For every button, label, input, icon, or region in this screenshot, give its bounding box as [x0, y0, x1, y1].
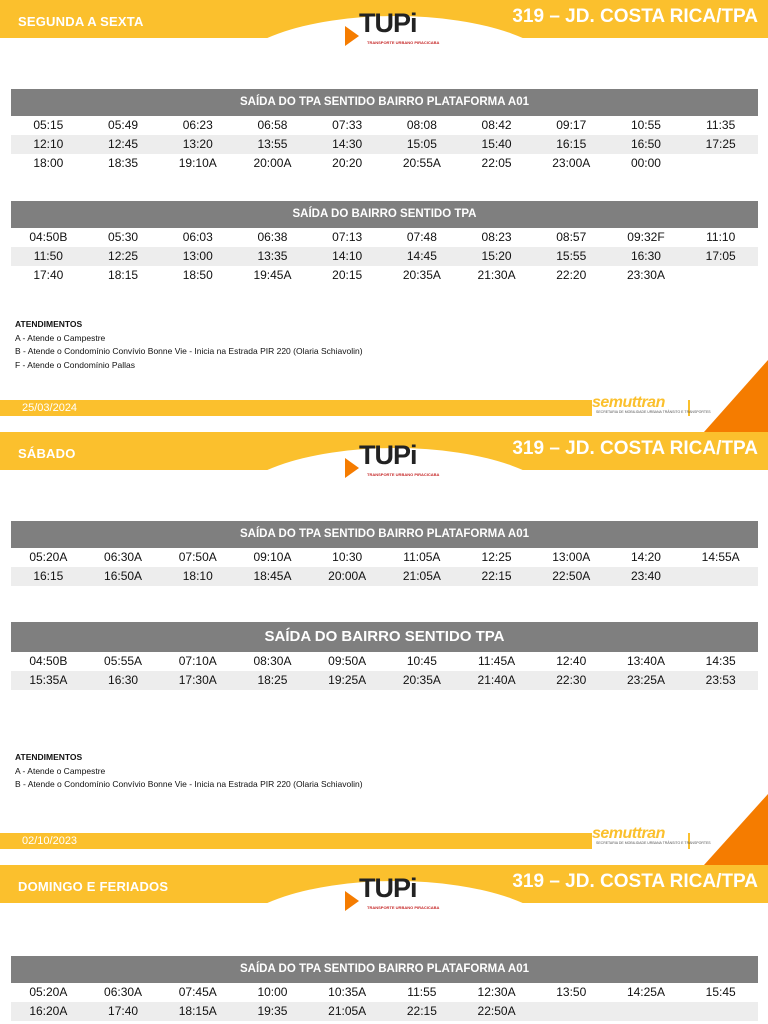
time-cell: 21:05A [328, 1004, 367, 1018]
time-cell: 05:20A [29, 550, 68, 564]
time-cell: 07:10A [178, 654, 217, 668]
time-cell: 10:35A [328, 985, 367, 999]
time-cell: 20:35A [402, 673, 441, 687]
time-cell [683, 567, 758, 586]
footer-bar [0, 400, 690, 416]
logo-text: TUPi [359, 440, 417, 470]
time-cell: 07:33 [332, 118, 363, 132]
time-cell: 06:03 [182, 230, 213, 244]
time-cell: 08:08 [406, 118, 437, 132]
time-cell: 11:35 [706, 118, 736, 132]
time-cell: 18:45A [253, 569, 292, 583]
note-item: A - Atende o Campestre [15, 332, 106, 343]
time-cell: 07:45A [178, 985, 217, 999]
time-cell: 14:55A [701, 550, 740, 564]
time-cell: 20:20 [332, 156, 363, 170]
time-cell: 09:32F [627, 230, 665, 244]
time-cell: 23:53 [705, 673, 736, 687]
time-cell: 10:00 [257, 985, 288, 999]
day-label: SÁBADO [18, 446, 76, 461]
time-cell: 11:55 [407, 985, 437, 999]
time-cell: 10:45 [406, 654, 437, 668]
time-cell: 23:40 [630, 569, 661, 583]
table-row [11, 154, 758, 173]
date-label: 02/10/2023 [22, 835, 78, 847]
table-row [11, 228, 758, 247]
time-cell [609, 1002, 684, 1021]
semuttran-subtitle: SECRETARIA DE MOBILIDADE URBANA TRÂNSITO E TRANSPORTES [596, 841, 711, 845]
table-row [11, 671, 758, 690]
time-cell: 22:05 [481, 156, 512, 170]
table-row [11, 548, 758, 567]
time-cell: 22:30 [556, 673, 587, 687]
time-cell: 12:45 [108, 137, 139, 151]
time-cell: 17:40 [108, 1004, 139, 1018]
time-cell: 08:42 [481, 118, 512, 132]
time-cell: 16:50A [104, 569, 143, 583]
time-cell: 05:20A [29, 985, 68, 999]
time-cell: 16:30 [630, 249, 661, 263]
semuttran-logo [592, 825, 711, 849]
time-cell: 18:25 [257, 673, 288, 687]
time-cell [683, 1002, 758, 1021]
time-cell: 09:10A [253, 550, 292, 564]
time-cell: 22:15 [481, 569, 512, 583]
time-cell: 15:05 [406, 137, 437, 151]
time-cell: 14:10 [332, 249, 363, 263]
time-cell: 13:00A [552, 550, 591, 564]
logo-text: TUPi [359, 873, 417, 903]
time-cell: 16:50 [630, 137, 661, 151]
tupi-logo [345, 440, 440, 482]
time-cell: 13:35 [257, 249, 288, 263]
time-cell: 14:20 [630, 550, 661, 564]
semuttran-logo [592, 394, 711, 418]
orange-corner [704, 794, 768, 865]
note-item: F - Atende o Condomínio Pallas [15, 359, 136, 370]
service-notes [15, 751, 363, 792]
time-cell: 19:45A [253, 268, 292, 282]
route-title: 319 – JD. COSTA RICA/TPA [512, 438, 758, 459]
service-notes [15, 318, 363, 372]
time-cell: 19:25A [328, 673, 367, 687]
time-cell: 05:55A [104, 654, 143, 668]
time-cell: 21:40A [477, 673, 516, 687]
time-cell: 08:23 [481, 230, 512, 244]
day-label: DOMINGO E FERIADOS [18, 879, 169, 894]
time-cell: 04:50B [29, 230, 68, 244]
time-cell: 20:00A [253, 156, 292, 170]
time-cell: 09:17 [556, 118, 587, 132]
time-cell: 05:30 [108, 230, 139, 244]
time-cell: 20:00A [328, 569, 367, 583]
time-cell: 14:35 [705, 654, 736, 668]
semuttran-subtitle: SECRETARIA DE MOBILIDADE URBANA TRÂNSITO E TRANSPORTES [596, 410, 711, 414]
time-cell: 08:30A [253, 654, 292, 668]
time-cell: 20:55A [402, 156, 441, 170]
time-cell: 16:15 [33, 569, 64, 583]
time-cell: 18:35 [108, 156, 139, 170]
table-title: SAÍDA DO TPA SENTIDO BAIRRO PLATAFORMA A01 [11, 521, 758, 548]
time-cell: 05:15 [33, 118, 64, 132]
arrow-icon [345, 458, 359, 478]
time-cell: 00:00 [630, 156, 661, 170]
time-cell: 20:35A [402, 268, 441, 282]
table-row [11, 567, 758, 586]
time-cell: 06:58 [257, 118, 288, 132]
time-cell [683, 266, 758, 285]
table-title: SAÍDA DO TPA SENTIDO BAIRRO PLATAFORMA A01 [11, 956, 758, 983]
time-cell: 13:55 [257, 137, 288, 151]
tupi-logo [345, 873, 440, 915]
time-cell: 12:40 [556, 654, 587, 668]
time-cell: 10:55 [630, 118, 661, 132]
tupi-logo [345, 8, 440, 50]
time-cell: 13:50 [556, 985, 587, 999]
time-cell: 18:10 [182, 569, 213, 583]
time-cell: 17:05 [705, 249, 736, 263]
time-cell: 18:00 [33, 156, 64, 170]
arrow-icon [345, 26, 359, 46]
time-cell: 18:15A [178, 1004, 217, 1018]
time-cell: 15:55 [556, 249, 587, 263]
time-cell: 13:20 [182, 137, 213, 151]
time-cell: 15:20 [481, 249, 512, 263]
time-cell: 12:25 [108, 249, 139, 263]
time-cell: 22:50A [477, 1004, 516, 1018]
note-item: B - Atende o Condomínio Convívio Bonne Vie - Inicia na Estrada PIR 220 (Olaria Schiavolin) [15, 779, 363, 789]
date-label: 25/03/2024 [22, 402, 78, 414]
time-cell: 07:13 [332, 230, 363, 244]
table-title: SAÍDA DO BAIRRO SENTIDO TPA [11, 622, 758, 652]
time-cell: 23:30A [626, 268, 665, 282]
time-cell: 22:20 [556, 268, 587, 282]
table-row [11, 1002, 758, 1021]
time-cell: 06:23 [182, 118, 213, 132]
time-cell: 16:20A [29, 1004, 68, 1018]
schedule-sunday-holidays [0, 865, 768, 1024]
timetable [11, 521, 758, 586]
time-cell: 21:30A [477, 268, 516, 282]
note-item: B - Atende o Condomínio Convívio Bonne Vie - Inicia na Estrada PIR 220 (Olaria Schiavolin) [15, 346, 363, 356]
time-cell: 10:30 [332, 550, 363, 564]
time-cell: 11:45A [477, 654, 516, 668]
timetable [11, 89, 758, 173]
logo-subtitle: TRANSPORTE URBANO PIRACICABA [367, 905, 440, 910]
table-row [11, 135, 758, 154]
timetable [11, 622, 758, 690]
timetable [11, 956, 758, 1021]
day-label: SEGUNDA A SEXTA [18, 14, 144, 29]
time-cell: 20:15 [332, 268, 363, 282]
time-cell: 16:15 [556, 137, 587, 151]
time-cell: 04:50B [29, 654, 68, 668]
logo-text: TUPi [359, 8, 417, 38]
note-item: A - Atende o Campestre [15, 765, 106, 776]
time-cell: 06:30A [104, 550, 143, 564]
time-cell [534, 1002, 609, 1021]
table-row [11, 983, 758, 1002]
table-title: SAÍDA DO TPA SENTIDO BAIRRO PLATAFORMA A01 [11, 89, 758, 116]
time-cell: 11:10 [706, 230, 736, 244]
time-cell: 23:25A [626, 673, 665, 687]
time-cell: 15:45 [705, 985, 736, 999]
time-cell: 15:40 [481, 137, 512, 151]
table-row [11, 652, 758, 671]
time-cell [683, 154, 758, 173]
time-cell: 08:57 [556, 230, 587, 244]
time-cell: 12:25 [481, 550, 512, 564]
arrow-icon [345, 891, 359, 911]
time-cell: 12:10 [33, 137, 64, 151]
orange-corner [704, 360, 768, 432]
notes-title: ATENDIMENTOS [15, 319, 83, 329]
time-cell: 14:30 [332, 137, 363, 151]
time-cell: 06:30A [104, 985, 143, 999]
time-cell: 05:49 [108, 118, 139, 132]
time-cell: 17:25 [705, 137, 736, 151]
time-cell: 15:35A [29, 673, 68, 687]
time-cell: 23:00A [552, 156, 591, 170]
table-row [11, 266, 758, 285]
time-cell: 14:25A [626, 985, 665, 999]
time-cell: 14:45 [406, 249, 437, 263]
route-title: 319 – JD. COSTA RICA/TPA [512, 871, 758, 892]
logo-subtitle: TRANSPORTE URBANO PIRACICABA [367, 472, 440, 477]
time-cell: 16:30 [108, 673, 139, 687]
time-cell: 19:10A [178, 156, 217, 170]
time-cell: 09:50A [328, 654, 367, 668]
time-cell: 17:30A [178, 673, 217, 687]
time-cell: 12:30A [477, 985, 516, 999]
time-cell: 19:35 [257, 1004, 288, 1018]
schedule-saturday [0, 432, 768, 865]
time-cell: 07:50A [178, 550, 217, 564]
logo-subtitle: TRANSPORTE URBANO PIRACICABA [367, 40, 440, 45]
time-cell: 21:05A [402, 569, 441, 583]
route-title: 319 – JD. COSTA RICA/TPA [512, 6, 758, 27]
time-cell: 11:50 [33, 249, 63, 263]
time-cell: 06:38 [257, 230, 288, 244]
time-cell: 11:05A [403, 550, 441, 564]
table-row [11, 247, 758, 266]
time-cell: 18:15 [108, 268, 139, 282]
time-cell: 18:50 [182, 268, 213, 282]
semuttran-text: semuttran [592, 825, 665, 842]
time-cell: 13:40A [626, 654, 665, 668]
timetable [11, 201, 758, 285]
table-row [11, 116, 758, 135]
table-title: SAÍDA DO BAIRRO SENTIDO TPA [11, 201, 758, 228]
schedule-weekdays [0, 0, 768, 432]
time-cell: 22:50A [552, 569, 591, 583]
time-cell: 13:00 [182, 249, 213, 263]
footer-bar [0, 833, 690, 849]
time-cell: 07:48 [406, 230, 437, 244]
semuttran-text: semuttran [592, 394, 665, 411]
time-cell: 17:40 [33, 268, 64, 282]
notes-title: ATENDIMENTOS [15, 752, 83, 762]
time-cell: 22:15 [406, 1004, 437, 1018]
